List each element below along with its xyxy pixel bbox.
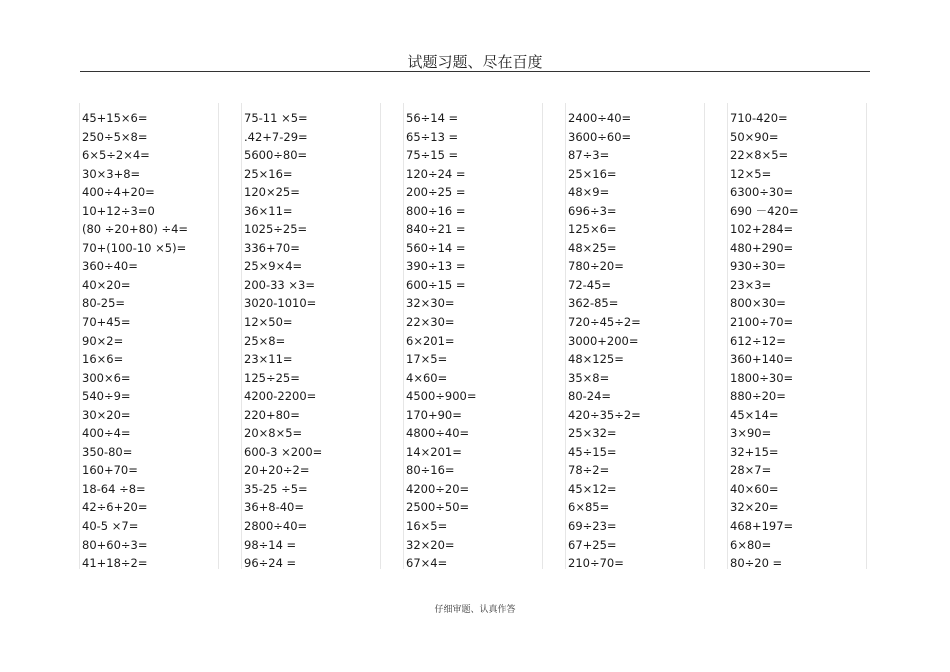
exercise-item: 696÷3= xyxy=(568,203,617,218)
exercise-item: .42+7-29= xyxy=(244,129,308,144)
exercise-item: 45+15×6= xyxy=(82,111,148,125)
exercise-item: 3000+200= xyxy=(568,333,639,348)
exercise-item: 40-5 ×7= xyxy=(82,519,139,534)
exercise-item: 36+8-40= xyxy=(244,500,305,515)
exercise-item: 40×60= xyxy=(730,481,779,496)
exercise-item: 17×5= xyxy=(406,352,448,367)
exercise-item: 45×12= xyxy=(568,481,617,496)
exercise-item: 5600÷80= xyxy=(244,148,308,163)
exercise-item: 250÷5×8= xyxy=(82,129,148,144)
exercise-item: 80÷20 = xyxy=(730,556,783,571)
exercise-column-3 xyxy=(403,103,543,569)
exercise-item: 6×80= xyxy=(730,537,772,552)
exercise-item: 710-420= xyxy=(730,111,788,125)
exercise-item: 80-25= xyxy=(82,296,126,311)
exercise-item: 400÷4= xyxy=(82,426,131,441)
exercise-item: 2500÷50= xyxy=(406,500,470,515)
exercise-item: 120÷24 = xyxy=(406,166,466,181)
exercise-item: 560÷14 = xyxy=(406,240,466,255)
exercise-item: 170+90= xyxy=(406,407,462,422)
exercise-item: 32+15= xyxy=(730,444,779,459)
exercise-item: 25×16= xyxy=(568,166,617,181)
exercise-item: 4200÷20= xyxy=(406,481,470,496)
exercise-item: 6×5÷2×4= xyxy=(82,148,150,163)
exercise-item: 840÷21 = xyxy=(406,222,466,237)
exercise-item: 2800÷40= xyxy=(244,519,308,534)
exercise-item: 35-25 ÷5= xyxy=(244,481,308,496)
exercise-item: 22×30= xyxy=(406,315,455,330)
exercise-item: 1800÷30= xyxy=(730,370,794,385)
exercise-item: 6×201= xyxy=(406,333,455,348)
exercise-item: 22×8×5= xyxy=(730,148,789,163)
exercise-item: 780÷20= xyxy=(568,259,624,274)
exercise-item: 3020-1010= xyxy=(244,296,317,311)
exercise-column-5 xyxy=(727,103,867,569)
exercise-item: 41+18÷2= xyxy=(82,556,148,571)
exercise-item: 3×90= xyxy=(730,426,772,441)
exercise-item: 220+80= xyxy=(244,407,300,422)
exercise-item: 210÷70= xyxy=(568,556,624,571)
exercise-item: 20+20÷2= xyxy=(244,463,310,478)
page-footer: 仔细审题、认真作答 xyxy=(434,605,516,615)
exercise-column-2 xyxy=(241,103,381,569)
exercise-item: 16×5= xyxy=(406,519,448,534)
exercise-item: (80 ÷20+80) ÷4= xyxy=(82,222,189,237)
header-divider xyxy=(80,71,870,72)
exercise-item: 25×9×4= xyxy=(244,259,303,274)
exercise-item: 16×6= xyxy=(82,352,124,367)
exercise-item: 390÷13 = xyxy=(406,259,466,274)
exercise-item: 4×60= xyxy=(406,370,448,385)
exercise-item: 880÷20= xyxy=(730,389,786,404)
exercise-item: 1025÷25= xyxy=(244,222,308,237)
exercise-item: 48×125= xyxy=(568,352,624,367)
exercise-item: 30×3+8= xyxy=(82,166,141,181)
exercise-item: 3600÷60= xyxy=(568,129,632,144)
exercise-item: 468+197= xyxy=(730,519,794,534)
exercise-item: 362-85= xyxy=(568,296,619,311)
exercise-item: 4800÷40= xyxy=(406,426,470,441)
exercise-item: 600÷15 = xyxy=(406,277,466,292)
exercise-item: 80-24= xyxy=(568,389,612,404)
exercise-item: 12×5= xyxy=(730,166,772,181)
exercise-item: 45÷15= xyxy=(568,444,617,459)
exercise-item: 12×50= xyxy=(244,315,293,330)
exercise-item: 28×7= xyxy=(730,463,772,478)
exercise-item: 200÷25 = xyxy=(406,185,466,200)
exercise-item: 18-64 ÷8= xyxy=(82,481,146,496)
exercise-item: 4500÷900= xyxy=(406,389,477,404)
exercise-item: 4200-2200= xyxy=(244,389,317,404)
exercise-item: 87÷3= xyxy=(568,148,610,163)
exercise-item: 930÷30= xyxy=(730,259,786,274)
exercise-item: 30×20= xyxy=(82,407,131,422)
exercise-item: 23×11= xyxy=(244,352,293,367)
exercise-item: 10+12÷3=0 xyxy=(82,203,155,218)
exercise-item: 540÷9= xyxy=(82,389,131,404)
exercise-item: 420÷35÷2= xyxy=(568,407,641,422)
exercise-item: 67×4= xyxy=(406,556,448,571)
exercise-column-1 xyxy=(79,103,219,569)
exercise-item: 480+290= xyxy=(730,240,794,255)
exercise-item: 20×8×5= xyxy=(244,426,303,441)
exercise-item: 125÷25= xyxy=(244,370,300,385)
exercise-item: 75-11 ×5= xyxy=(244,111,308,125)
exercise-item: 80+60÷3= xyxy=(82,537,148,552)
exercise-item: 600-3 ×200= xyxy=(244,444,323,459)
exercise-item: 14×201= xyxy=(406,444,462,459)
exercise-item: 32×20= xyxy=(730,500,779,515)
exercise-item: 67+25= xyxy=(568,537,617,552)
exercise-item: 48×25= xyxy=(568,240,617,255)
exercise-item: 102+284= xyxy=(730,222,794,237)
exercise-item: 6300÷30= xyxy=(730,185,794,200)
exercise-item: 36×11= xyxy=(244,203,293,218)
exercise-item: 96÷24 = xyxy=(244,556,297,571)
exercise-item: 25×16= xyxy=(244,166,293,181)
exercise-item: 336+70= xyxy=(244,240,300,255)
exercise-item: 800×30= xyxy=(730,296,786,311)
exercise-item: 45×14= xyxy=(730,407,779,422)
exercise-item: 50×90= xyxy=(730,129,779,144)
exercise-item: 23×3= xyxy=(730,277,772,292)
exercise-item: 32×30= xyxy=(406,296,455,311)
exercise-item: 6×85= xyxy=(568,500,610,515)
exercise-item: 78÷2= xyxy=(568,463,610,478)
exercise-item: 360+140= xyxy=(730,352,794,367)
exercise-item: 612÷12= xyxy=(730,333,786,348)
exercise-item: 70+45= xyxy=(82,315,131,330)
exercise-item: 65÷13 = xyxy=(406,129,459,144)
exercise-item: 25×8= xyxy=(244,333,286,348)
exercise-item: 72-45= xyxy=(568,277,612,292)
exercise-item: 2100÷70= xyxy=(730,315,794,330)
exercise-item: 360÷40= xyxy=(82,259,138,274)
exercise-item: 80÷16= xyxy=(406,463,455,478)
exercise-item: 48×9= xyxy=(568,185,610,200)
exercise-item: 400÷4+20= xyxy=(82,185,155,200)
exercise-item: 800÷16 = xyxy=(406,203,466,218)
exercise-item: 690 －420= xyxy=(730,203,799,218)
exercise-item: 90×2= xyxy=(82,333,124,348)
exercise-item: 56÷14 = xyxy=(406,111,459,125)
exercise-item: 35×8= xyxy=(568,370,610,385)
exercise-column-4 xyxy=(565,103,705,569)
page-title: 试题习题、尽在百度 xyxy=(407,53,543,71)
exercise-item: 69÷23= xyxy=(568,519,617,534)
exercise-item: 350-80= xyxy=(82,444,133,459)
exercise-item: 120×25= xyxy=(244,185,300,200)
exercise-item: 42÷6+20= xyxy=(82,500,148,515)
exercise-item: 160+70= xyxy=(82,463,138,478)
exercise-item: 25×32= xyxy=(568,426,617,441)
exercise-item: 98÷14 = xyxy=(244,537,297,552)
exercise-grid xyxy=(79,103,869,569)
exercise-item: 200-33 ×3= xyxy=(244,277,315,292)
exercise-item: 720÷45÷2= xyxy=(568,315,641,330)
exercise-item: 32×20= xyxy=(406,537,455,552)
exercise-item: 125×6= xyxy=(568,222,617,237)
exercise-item: 75÷15 = xyxy=(406,148,459,163)
exercise-item: 70+(100-10 ×5)= xyxy=(82,240,187,255)
exercise-item: 300×6= xyxy=(82,370,131,385)
exercise-item: 2400÷40= xyxy=(568,111,632,125)
exercise-item: 40×20= xyxy=(82,277,131,292)
